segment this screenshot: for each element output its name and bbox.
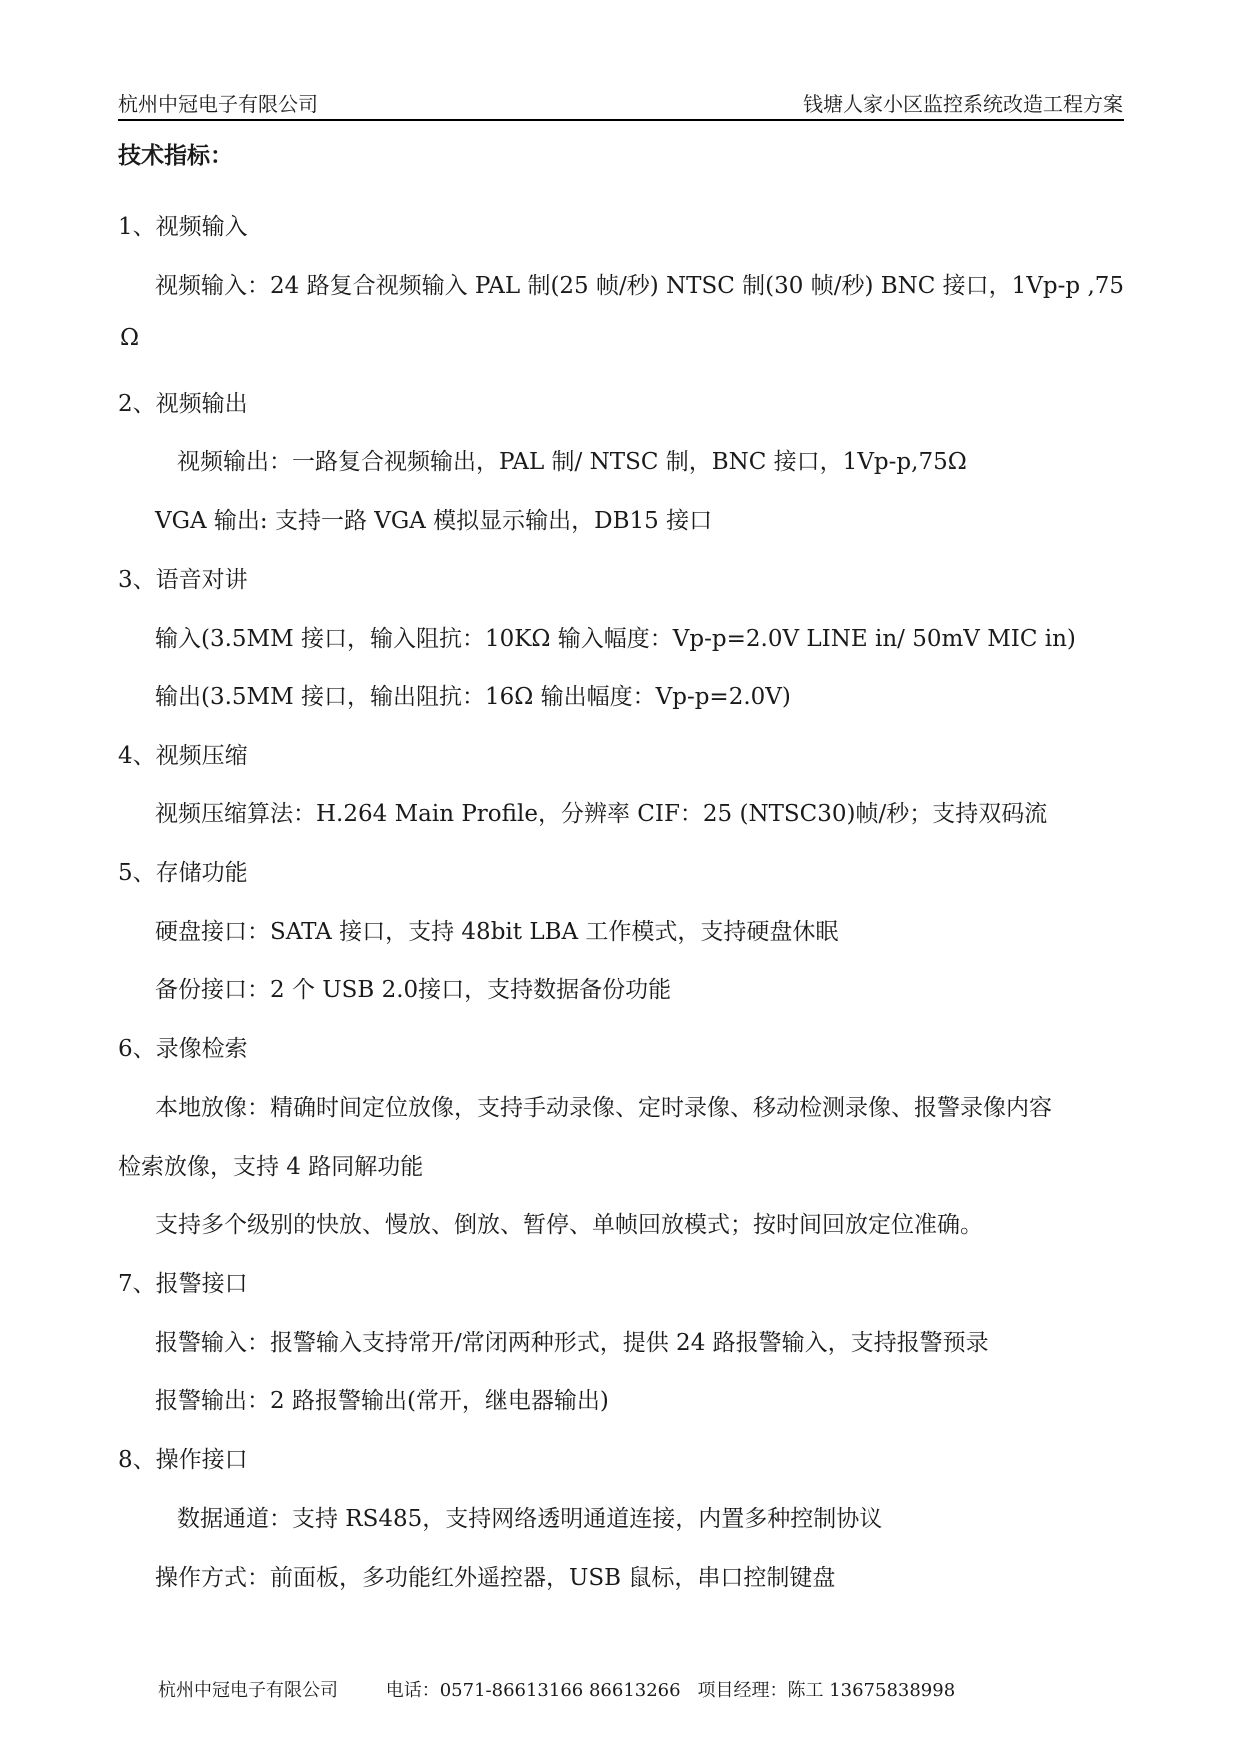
- header-rule: [118, 119, 1124, 121]
- text-disk-interface: 硬盘接口：SATA 接口，支持 48bit LBA 工作模式，支持硬盘休眠: [155, 919, 839, 945]
- section-title: 技术指标：: [118, 142, 233, 169]
- text-operation-mode: 操作方式：前面板，多功能红外遥控器，USB 鼠标，串口控制键盘: [155, 1565, 836, 1591]
- text-audio-output: 输出(3.5MM 接口，输出阻抗：16Ω 输出幅度：Vp-p=2.0V): [155, 684, 791, 710]
- footer-phone: 电话：0571-86613166 86613266: [385, 1680, 681, 1701]
- footer-company: 杭州中冠电子有限公司: [158, 1680, 338, 1701]
- text-video-output: 视频输出：一路复合视频输出，PAL 制/ NTSC 制，BNC 接口，1Vp-p,75Ω: [177, 449, 967, 475]
- text-vga-output: VGA 输出: 支持一路 VGA 模拟显示输出，DB15 接口: [155, 508, 713, 534]
- header-project: 钱塘人家小区监控系统改造工程方案: [803, 92, 1123, 116]
- text-video-input-cont: Ω: [120, 325, 140, 351]
- text-video-input: 视频输入：24 路复合视频输入 PAL 制(25 帧/秒) NTSC 制(30 帧/秒) BNC 接口，1Vp-p ,75: [155, 273, 1125, 299]
- heading-alarm: 7、报警接口: [118, 1271, 248, 1297]
- heading-storage: 5、存储功能: [118, 860, 248, 886]
- text-backup-interface: 备份接口：2 个 USB 2.0接口，支持数据备份功能: [155, 977, 672, 1003]
- heading-audio: 3、语音对讲: [118, 567, 248, 593]
- text-alarm-output: 报警输出：2 路报警输出(常开，继电器输出): [155, 1388, 609, 1414]
- text-playback-modes: 支持多个级别的快放、慢放、倒放、暂停、单帧回放模式；按时间回放定位准确。: [155, 1212, 983, 1238]
- heading-video-output: 2、视频输出: [118, 391, 248, 417]
- text-alarm-input: 报警输入：报警输入支持常开/常闭两种形式，提供 24 路报警输入，支持报警预录: [155, 1330, 989, 1356]
- footer-manager: 项目经理：陈工 13675838998: [697, 1680, 956, 1701]
- text-audio-input: 输入(3.5MM 接口，输入阻抗：10KΩ 输入幅度：Vp-p=2.0V LINE in/ 50mV MIC in): [155, 626, 1076, 652]
- heading-operation: 8、操作接口: [118, 1447, 248, 1473]
- text-data-channel: 数据通道：支持 RS485，支持网络透明通道连接，内置多种控制协议: [177, 1506, 883, 1532]
- heading-video-input: 1、视频输入: [118, 214, 248, 240]
- text-compression: 视频压缩算法：H.264 Main Profile，分辨率 CIF：25 (NTSC30)帧/秒；支持双码流: [155, 801, 1048, 827]
- heading-playback: 6、录像检索: [118, 1036, 248, 1062]
- text-local-playback: 本地放像：精确时间定位放像，支持手动录像、定时录像、移动检测录像、报警录像内容: [155, 1095, 1052, 1121]
- header-company: 杭州中冠电子有限公司: [118, 92, 318, 116]
- footer: [158, 1676, 955, 1702]
- heading-compression: 4、视频压缩: [118, 743, 248, 769]
- text-local-playback-cont: 检索放像，支持 4 路同解功能: [118, 1154, 424, 1180]
